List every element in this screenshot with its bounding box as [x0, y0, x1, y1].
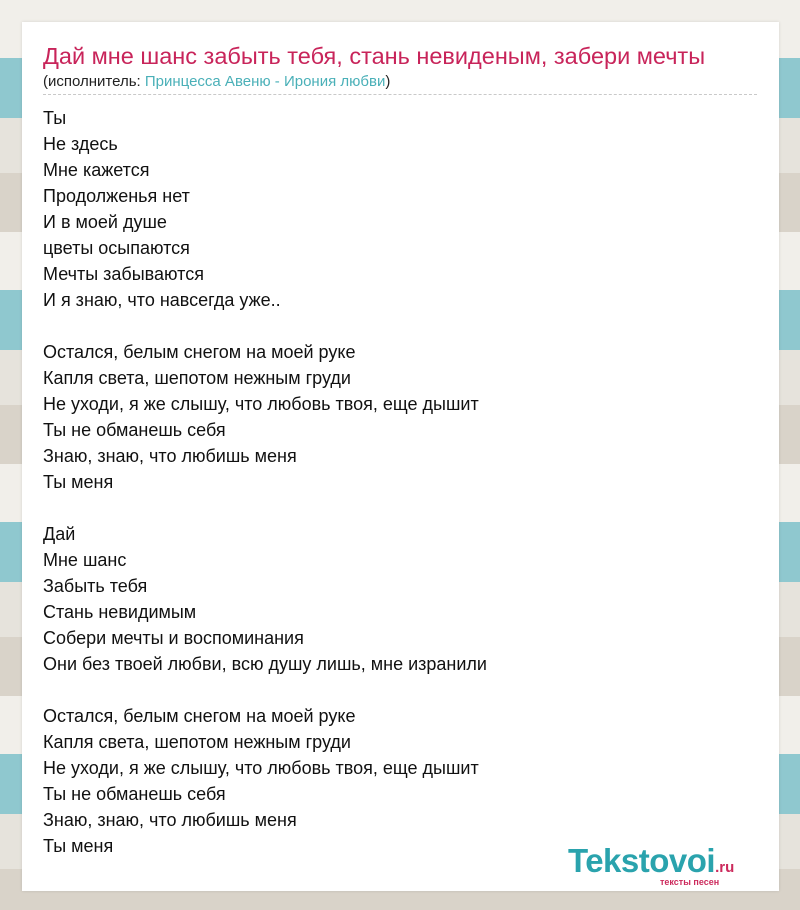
lyric-line: Мне кажется: [43, 160, 150, 180]
lyric-line: Мечты забываются: [43, 264, 204, 284]
lyric-line: Остался, белым снегом на моей руке: [43, 706, 356, 726]
lyric-line: [43, 313, 487, 339]
lyric-line: Знаю, знаю, что любишь меня: [43, 446, 297, 466]
lyric-line: Дай: [43, 524, 76, 544]
lyric-line: Не здесь: [43, 134, 118, 154]
lyrics-card: [22, 22, 779, 891]
site-logo[interactable]: [568, 842, 735, 887]
lyric-line: Ты не обманешь себя: [43, 420, 226, 440]
performer-line: [43, 73, 390, 90]
separator: -: [270, 73, 284, 90]
lyric-line: Мне шанс: [43, 550, 127, 570]
lyric-line: [43, 677, 487, 703]
album-link[interactable]: Ирония любви: [283, 73, 386, 90]
lyric-line: Собери мечты и воспоминания: [43, 628, 304, 648]
logo-wordmark: Tekstovoi: [568, 842, 716, 879]
lyric-line: И я знаю, что навсегда уже..: [43, 290, 281, 310]
lyric-line: Капля света, шепотом нежным груди: [43, 368, 351, 388]
lyric-line: Знаю, знаю, что любишь меня: [43, 810, 297, 830]
divider: [43, 94, 757, 95]
logo-tagline: тексты песен: [660, 877, 720, 887]
lyric-line: Ты: [43, 108, 67, 128]
lyric-line: Ты не обманешь себя: [43, 784, 226, 804]
lyric-line: Капля света, шепотом нежным груди: [43, 732, 351, 752]
song-title: Дай мне шанс забыть тебя, стань невиденым, забери мечты: [43, 43, 706, 69]
lyric-line: Они без твоей любви, всю душу лишь, мне изранили: [43, 654, 487, 674]
lyric-line: Забыть тебя: [43, 576, 148, 596]
lyric-line: Ты меня: [43, 472, 114, 492]
artist-link[interactable]: Принцесса Авеню: [144, 73, 271, 90]
performer-prefix: (исполнитель:: [43, 73, 145, 90]
lyric-line: Стань невидимым: [43, 602, 197, 622]
lyric-line: Не уходи, я же слышу, что любовь твоя, еще дышит: [43, 394, 479, 414]
lyric-line: [43, 495, 487, 521]
lyric-line: Ты меня: [43, 836, 114, 856]
logo-tld: .ru: [715, 859, 735, 876]
lyric-line: И в моей душе: [43, 212, 167, 232]
performer-suffix: ): [385, 73, 391, 90]
lyric-line: Остался, белым снегом на моей руке: [43, 342, 356, 362]
lyric-line: цветы осыпаются: [43, 238, 190, 258]
lyric-line: Не уходи, я же слышу, что любовь твоя, еще дышит: [43, 758, 479, 778]
lyrics-body: [43, 105, 487, 859]
lyric-line: Продолженья нет: [43, 186, 190, 206]
